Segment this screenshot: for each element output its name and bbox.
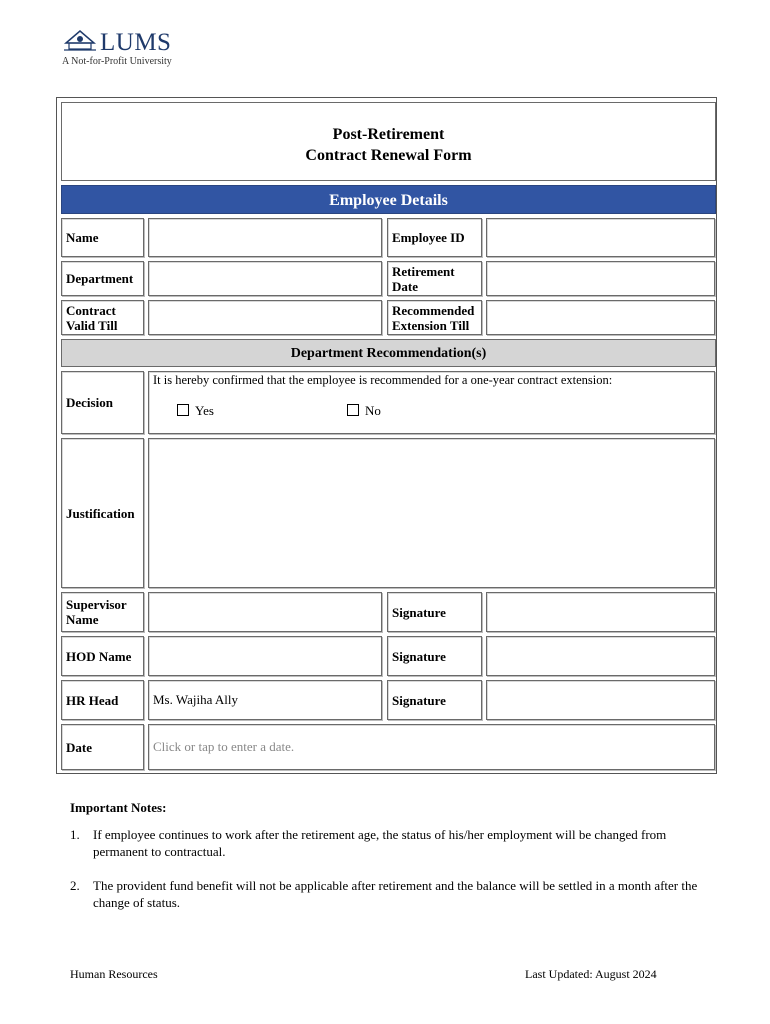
department-recommendation-heading: Department Recommendation(s) <box>61 339 716 367</box>
footer-department: Human Resources <box>70 967 158 981</box>
no-option[interactable] <box>347 403 381 419</box>
form-title-line2: Contract Renewal Form <box>305 147 472 164</box>
notes-title: Important Notes: <box>70 800 167 815</box>
supervisor-signature-label: Signature <box>387 592 482 632</box>
name-field[interactable] <box>148 218 382 257</box>
decision-statement: It is hereby confirmed that the employee is recommended for a one-year contract extension: <box>153 373 613 387</box>
department-label: Department <box>61 261 144 296</box>
hod-name-label: HOD Name <box>61 636 144 676</box>
yes-option-label: Yes <box>195 403 214 418</box>
supervisor-name-field[interactable] <box>148 592 382 632</box>
name-label: Name <box>61 218 144 257</box>
decision-label: Decision <box>61 371 144 434</box>
yes-checkbox-icon[interactable] <box>177 404 189 416</box>
justification-label: Justification <box>61 438 144 588</box>
no-checkbox-icon[interactable] <box>347 404 359 416</box>
yes-option[interactable] <box>177 403 214 419</box>
date-field[interactable] <box>148 724 715 770</box>
lums-logo <box>62 27 192 71</box>
retirement-date-field[interactable] <box>486 261 715 296</box>
hod-signature-label: Signature <box>387 636 482 676</box>
contract-valid-till-field[interactable] <box>148 300 382 335</box>
hr-head-value: Ms. Wajiha Ally <box>153 692 239 707</box>
form-title <box>61 102 716 181</box>
footer-last-updated: Last Updated: August 2024 <box>525 967 657 981</box>
important-notes <box>70 800 710 910</box>
note-number: 1. <box>70 827 80 842</box>
date-placeholder: Click or tap to enter a date. <box>153 739 295 754</box>
note-text: If employee continues to work after the retirement age, the status of his/her employment will be changed from permanent to contractual. <box>93 827 667 859</box>
supervisor-signature-field[interactable] <box>486 592 715 632</box>
employee-id-label: Employee ID <box>387 218 482 257</box>
hr-head-field[interactable] <box>148 680 382 720</box>
form-title-line1: Post-Retirement <box>332 126 445 143</box>
justification-field[interactable] <box>148 438 715 588</box>
contract-valid-till-label: Contract Valid Till <box>61 300 144 335</box>
hr-head-label: HR Head <box>61 680 144 720</box>
recommended-extension-label: Recommended Extension Till <box>387 300 482 335</box>
recommended-extension-field[interactable] <box>486 300 715 335</box>
note-text: The provident fund benefit will not be applicable after retirement and the balance will be settled in a month after the change of status. <box>93 878 698 910</box>
note-number: 2. <box>70 878 80 893</box>
lums-emblem-icon <box>62 29 98 53</box>
logo-tagline: A Not-for-Profit University <box>62 56 172 67</box>
hod-name-field[interactable] <box>148 636 382 676</box>
hr-head-signature-label: Signature <box>387 680 482 720</box>
retirement-date-label: Retirement Date <box>387 261 482 296</box>
employee-details-heading: Employee Details <box>61 185 716 214</box>
department-field[interactable] <box>148 261 382 296</box>
employee-id-field[interactable] <box>486 218 715 257</box>
supervisor-name-label: Supervisor Name <box>61 592 144 632</box>
hr-head-signature-field[interactable] <box>486 680 715 720</box>
no-option-label: No <box>365 403 381 418</box>
logo-name: LUMS <box>100 29 172 56</box>
hod-signature-field[interactable] <box>486 636 715 676</box>
date-label: Date <box>61 724 144 770</box>
